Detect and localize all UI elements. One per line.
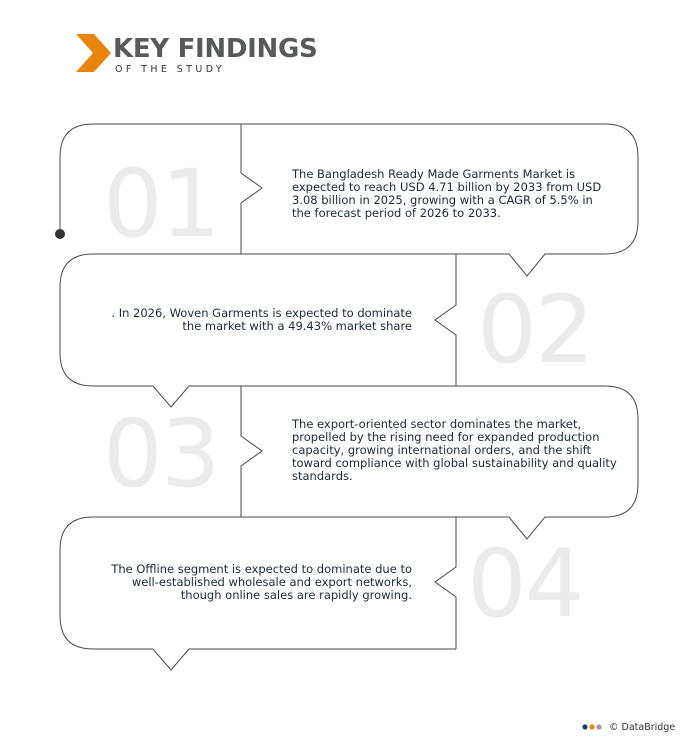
box-04-outline (435, 517, 456, 649)
box-03-outline (241, 386, 262, 517)
finding-text-01: The Bangladesh Ready Made Garments Market is expected to reach USD 4.71 billion by 2033 from USD 3.08 billion in 2025, growing with a CAGR of 5.5% in the forecast period of 2026 to 2033. (292, 167, 602, 220)
finding-text-04: The Offline segment is expected to dominate due to well-established wholesale and export networks, though online sales are rapidly growing. (111, 562, 412, 602)
finding-text-03: The export-oriented sector dominates the market, propelled by the rising need for expanded production capacity, growing international orders, and the shift toward compliance with global sustainability and quality standards. (292, 417, 617, 483)
page-title: KEY FINDINGS (113, 34, 318, 64)
finding-text-02: . In 2026, Woven Garments is expected to dominate the market with a 49.43% market share (111, 306, 412, 333)
chevron-logo-icon (76, 34, 111, 72)
finding-number-01: 01 (103, 150, 219, 259)
box-02-outline (435, 254, 456, 386)
footer-brand: © DataBridge (609, 722, 676, 733)
finding-number-04: 04 (467, 530, 583, 639)
footer-dot-3 (596, 724, 601, 729)
footer-dot-1 (582, 724, 587, 729)
footer-dot-2 (589, 724, 594, 729)
finding-number-02: 02 (477, 276, 593, 385)
page-subtitle: OF THE STUDY (115, 64, 226, 75)
start-dot (55, 229, 65, 239)
finding-number-03: 03 (103, 400, 219, 509)
